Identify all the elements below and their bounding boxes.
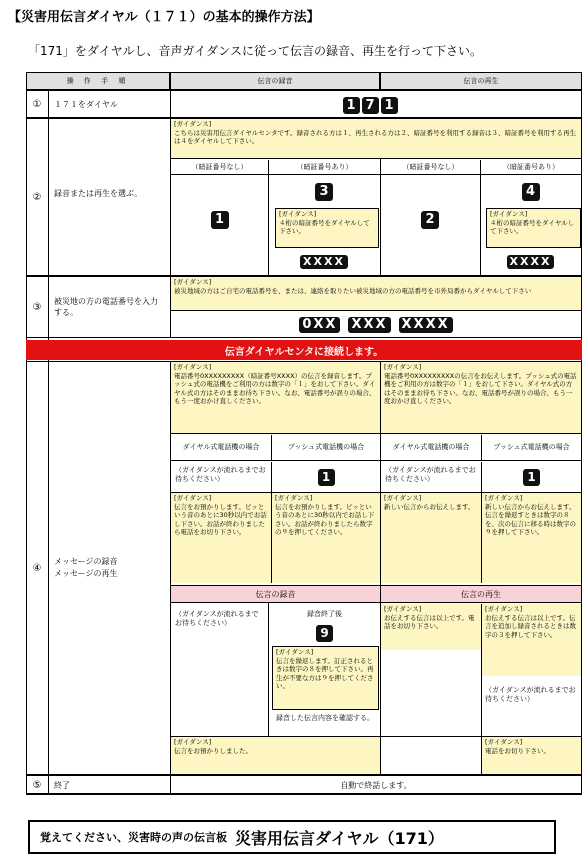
header-play: 伝言の再生 xyxy=(380,72,582,90)
row4-num: ④ xyxy=(32,562,42,574)
rec-push-header: プッシュ式電話機の場合 xyxy=(271,435,380,461)
sub-record-header: 伝言の録音 xyxy=(171,585,380,603)
page-title: 【災害用伝言ダイヤル（１７１）の基本的操作方法】 xyxy=(8,10,320,25)
row3-label: 被災地の方の電話番号を入力する。 xyxy=(54,297,158,317)
play-push-key-1: 1 xyxy=(523,469,540,486)
after-record-label: 録音終了後 xyxy=(307,609,342,618)
phone-line: XXXX xyxy=(399,317,453,333)
row1-num: ① xyxy=(32,98,42,110)
key-1: 1 xyxy=(343,97,360,114)
phone-keys xyxy=(171,314,581,336)
row3-guidance: [ガイダンス] 被災地域の方はご自宅の電話番号を、または、連絡を取りたい被災地域の方の電話番号を市外局番からダイヤルして下さい xyxy=(171,277,581,311)
row4-v-play xyxy=(481,676,482,736)
row4-label2: メッセージの再生 xyxy=(54,569,118,578)
key-nine: 9 xyxy=(316,625,333,642)
pin-keys-record: XXXX xyxy=(300,255,348,269)
final-play-guidance: [ガイダンス] 電話をお切り下さい。 xyxy=(481,737,581,774)
row3-num: ③ xyxy=(32,301,42,313)
rec-dial-wait: （ガイダンスが流れるまでお待ちください） xyxy=(175,466,266,483)
play-dial-wait: （ガイダンスが流れるまでお待ちください） xyxy=(385,466,476,483)
phone-prefix: XXX xyxy=(348,317,390,333)
rec-no-pin-label: （暗証番号なし） xyxy=(191,162,248,171)
play-no-pin-label: （暗証番号なし） xyxy=(380,160,480,174)
confirm-after: 録音した伝言内容を確認する。 xyxy=(276,714,374,722)
play-dial-header: ダイヤル式電話機の場合 xyxy=(381,435,481,461)
key-7: 7 xyxy=(362,97,379,114)
play-dial-guidance: [ガイダンス] 新しい伝言からお伝えします。 xyxy=(381,493,481,583)
rec-pin-label: （暗証番号あり） xyxy=(268,160,380,174)
row5-label: 終了 xyxy=(54,780,70,790)
row1-label: １７１をダイヤル xyxy=(54,99,118,109)
phone-area-code: 0XX xyxy=(299,317,340,333)
row1-divider xyxy=(170,90,171,118)
footer-brand: 災害用伝言ダイヤル（171） xyxy=(235,828,444,848)
row2-label: 録音または再生を選ぶ。 xyxy=(54,189,143,198)
rec-push-guidance: [ガイダンス] 伝言をお預かりします。ピッという音のあとに30秒以内でお話し下さい。お話が終わりましたら数字の９を押してください。 xyxy=(271,493,380,583)
play-push-guidance: [ガイダンス] 新しい伝言からお伝えします。伝言を繰返すときは数字の８を、次の伝言に移る時は数字の９を押して下さい。 xyxy=(481,493,581,583)
rec-dial-header: ダイヤル式電話機の場合 xyxy=(171,435,271,461)
pin-keys-play: XXXX xyxy=(507,255,555,269)
key-record: 1 xyxy=(211,211,229,229)
footer-lead: 覚えてください、災害時の声の伝言板 xyxy=(40,831,227,844)
confirm-guidance: [ガイダンス] 伝言を繰返します。訂正されるときは数字の８を押して下さい。再生が不要な方は９を押してください。 xyxy=(272,646,379,710)
row1-keys xyxy=(330,95,410,115)
row5-num: ⑤ xyxy=(32,779,42,791)
pin-guidance-record: [ガイダンス] ４桁の暗証番号をダイヤルして下さい。 xyxy=(275,208,379,248)
connect-banner: 伝言ダイヤルセンタに接続します。 xyxy=(26,340,582,360)
final-record-guidance: [ガイダンス] 伝言をお預かりしました。 xyxy=(171,737,380,774)
key-play: 2 xyxy=(421,211,439,229)
row5-text: 自動で終話します。 xyxy=(340,780,412,790)
row2-num: ② xyxy=(32,191,42,203)
intro-text: 「171」をダイヤルし、音声ガイダンスに従って伝言の録音、再生を行って下さい。 xyxy=(28,44,482,58)
row2-subline xyxy=(171,174,581,175)
rec-guidance: [ガイダンス] 電話番号0XXXXXXXXX（暗証番号XXXX）の伝言を録音します。プッシュ式の電話機をご利用の方は数字の「１」をおして下さい。ダイヤル式の方はそのままお待ち下さい。なお、電話番号が誤りの場合、もう一度おかけ直しください。 xyxy=(171,362,380,434)
play-guidance: [ガイダンス] 電話番号0XXXXXXXXXの伝言をお伝えします。プッシュ式の電話機をご利用の方は数字の「１」をおして下さい。ダイヤル式の方はそのままお待ち下さい。なお、電話番号が誤りの場合、もう一度おかけ直しください。 xyxy=(381,362,581,434)
play-push-header: プッシュ式電話機の場合 xyxy=(481,435,581,461)
footer-box xyxy=(28,820,556,854)
key-play-pin: 4 xyxy=(522,183,540,201)
play-end-guidance: [ガイダンス] お伝えする伝言は以上です。電話をお切り下さい。 xyxy=(381,604,481,650)
rec-dial-guidance: [ガイダンス] 伝言をお預かりします。ピッという音のあとに30秒以内でお話し下さい。お話が終わりましたら電話をお切り下さい。 xyxy=(171,493,271,583)
play-pin-label: （暗証番号あり） xyxy=(480,160,581,174)
row2-guidance: [ガイダンス] こちらは災害用伝言ダイヤルセンタです。録音される方は１、再生される方は２、暗証番号を利用する録音は３、暗証番号を利用する再生は４をダイヤルして下さい。 xyxy=(171,119,581,159)
play-end-push-guidance: [ガイダンス] お伝えする伝言は以上です。伝言を追加し録音されるときは数字の３を押して下さい。 xyxy=(481,604,581,676)
header-steps: 操 作 手 順 xyxy=(26,72,170,90)
rec-wait-2: （ガイダンスが流れるまでお待ちください） xyxy=(175,610,259,627)
pin-guidance-play: [ガイダンス] ４桁の暗証番号をダイヤルして下さい。 xyxy=(486,208,581,248)
key-1b: 1 xyxy=(381,97,398,114)
key-record-pin: 3 xyxy=(315,183,333,201)
sub-play-header: 伝言の再生 xyxy=(381,585,581,603)
row4-label1: メッセージの録音 xyxy=(54,557,118,566)
play-wait-3: （ガイダンスが流れるまでお待ちください） xyxy=(485,686,576,703)
header-record: 伝言の録音 xyxy=(170,72,380,90)
rec-push-key-1: 1 xyxy=(318,469,335,486)
